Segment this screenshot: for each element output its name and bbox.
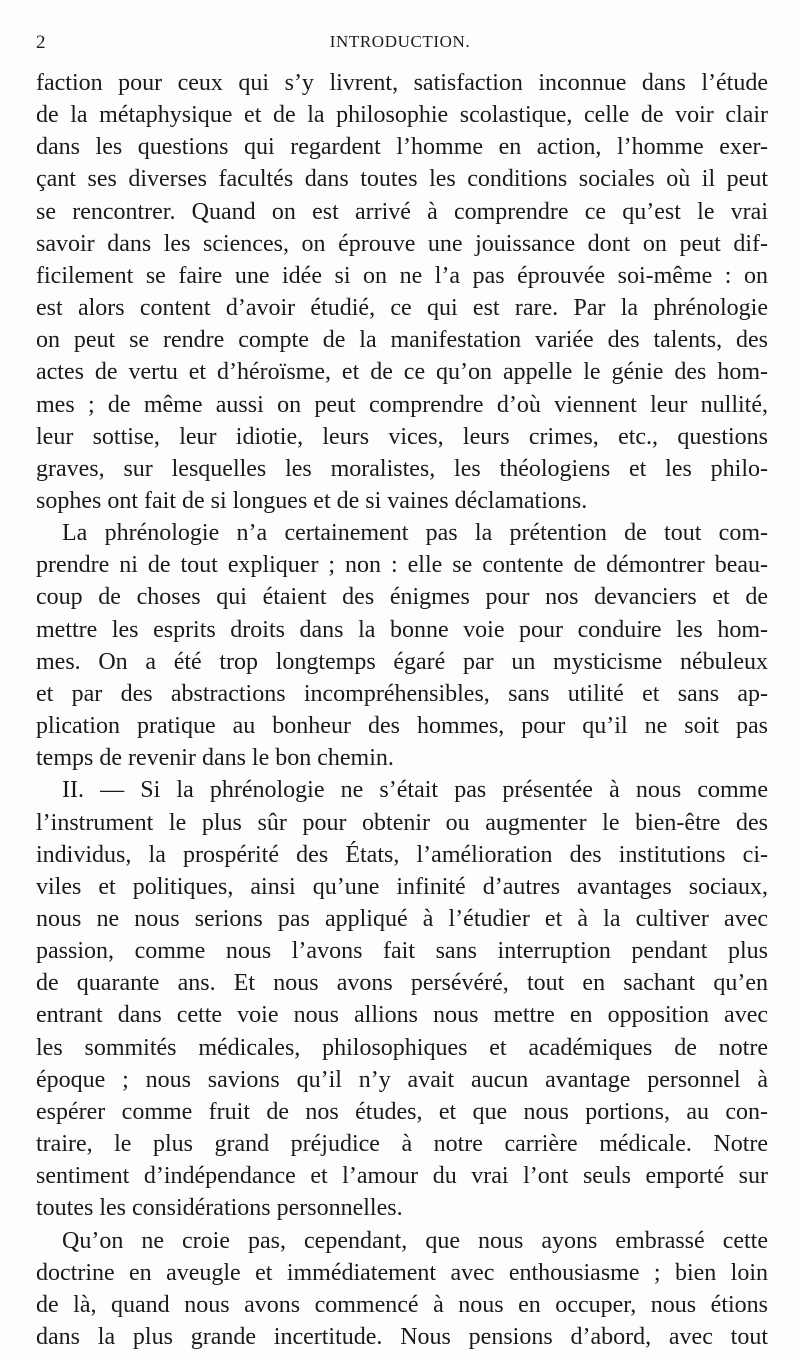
text-line: ficilement se faire une idée si on ne l’a pas éprouvée soi-même : on (36, 262, 768, 289)
text-line: est alors content d’avoir étudié, ce qui est rare. Par la phrénologie (36, 295, 768, 322)
text-line: époque ; nous savions qu’il n’y avait aucun avantage personnel à (36, 1066, 768, 1093)
text-line: çant ses diverses facultés dans toutes les conditions sociales où il peut (36, 166, 768, 193)
text-line: graves, sur lesquelles les moralistes, les théologiens et les philo- (36, 455, 768, 482)
text-line: de là, quand nous avons commencé à nous en occuper, nous étions (36, 1291, 768, 1318)
text-line: passion, comme nous l’avons fait sans interruption pendant plus (36, 938, 768, 965)
text-line: mes. On a été trop longtemps égaré par un mysticisme nébuleux (36, 648, 768, 675)
text-line: les sommités médicales, philosophiques et académiques de notre (36, 1034, 768, 1061)
text-line: traire, le plus grand préjudice à notre carrière médicale. Notre (36, 1131, 768, 1158)
text-line: savoir dans les sciences, on éprouve une jouissance dont on peut dif- (36, 230, 768, 257)
text-line: toutes les considérations personnelles. (36, 1195, 403, 1222)
page-number: 2 (36, 32, 46, 53)
text-line: individus, la prospérité des États, l’amélioration des institutions ci- (36, 841, 768, 868)
text-line: nous ne nous serions pas appliqué à l’étudier et à la cultiver avec (36, 906, 768, 932)
text-line: sophes ont fait de si longues et de si vaines déclamations. (36, 488, 588, 514)
text-line: entrant dans cette voie nous allions nous mettre en opposition avec (36, 1002, 768, 1029)
running-title: INTRODUCTION. (329, 32, 471, 51)
text-line: on peut se rendre compte de la manifestation variée des talents, des (36, 327, 768, 354)
text-line: La phrénologie n’a certainement pas la prétention de tout com- (62, 520, 768, 547)
text-line: de la métaphysique et de la philosophie scolastique, celle de voir clair (36, 102, 768, 129)
page-header (30, 30, 770, 58)
text-line: mettre les esprits droits dans la bonne voie pour conduire les hom- (36, 616, 768, 643)
text-line: plication pratique au bonheur des hommes, pour qu’il ne soit pas (36, 713, 768, 740)
text-line: mes ; de même aussi on peut comprendre d’où viennent leur nullité, (36, 391, 768, 418)
text-line: espérer comme fruit de nos études, et que nous portions, au con- (36, 1098, 768, 1125)
text-line: et par des abstractions incompréhensibles, sans utilité et sans ap- (36, 680, 768, 707)
text-line: Qu’on ne croie pas, cependant, que nous ayons embrassé cette (62, 1227, 768, 1254)
text-line: se rencontrer. Quand on est arrivé à comprendre ce qu’est le vrai (36, 198, 768, 225)
text-line: viles et politiques, ainsi qu’une infinité d’autres avantages sociaux, (36, 873, 768, 900)
text-line: sentiment d’indépendance et l’amour du vrai l’ont seuls emporté sur (36, 1163, 768, 1190)
text-line: dans la plus grande incertitude. Nous pensions d’abord, avec tout (36, 1324, 768, 1350)
text-line: actes de vertu et d’héroïsme, et de ce qu’on appelle le génie des hom- (36, 359, 768, 386)
text-line: faction pour ceux qui s’y livrent, satisfaction inconnue dans l’étude (36, 70, 768, 96)
text-line: prendre ni de tout expliquer ; non : elle se contente de démontrer beau- (36, 552, 768, 579)
text-line: de quarante ans. Et nous avons persévéré, tout en sachant qu’en (36, 970, 768, 997)
text-line: II. — Si la phrénologie ne s’était pas présentée à nous comme (62, 777, 768, 804)
text-line: coup de choses qui étaient des énigmes pour nos devanciers et de (36, 584, 768, 611)
text-line: temps de revenir dans le bon chemin. (36, 745, 394, 772)
text-line: l’instrument le plus sûr pour obtenir ou augmenter le bien-être des (36, 809, 768, 836)
text-line: doctrine en aveugle et immédiatement avec enthousiasme ; bien loin (36, 1259, 768, 1286)
text-line: dans les questions qui regardent l’homme en action, l’homme exer- (36, 134, 768, 161)
text-line: leur sottise, leur idiotie, leurs vices, leurs crimes, etc., questions (36, 423, 768, 450)
